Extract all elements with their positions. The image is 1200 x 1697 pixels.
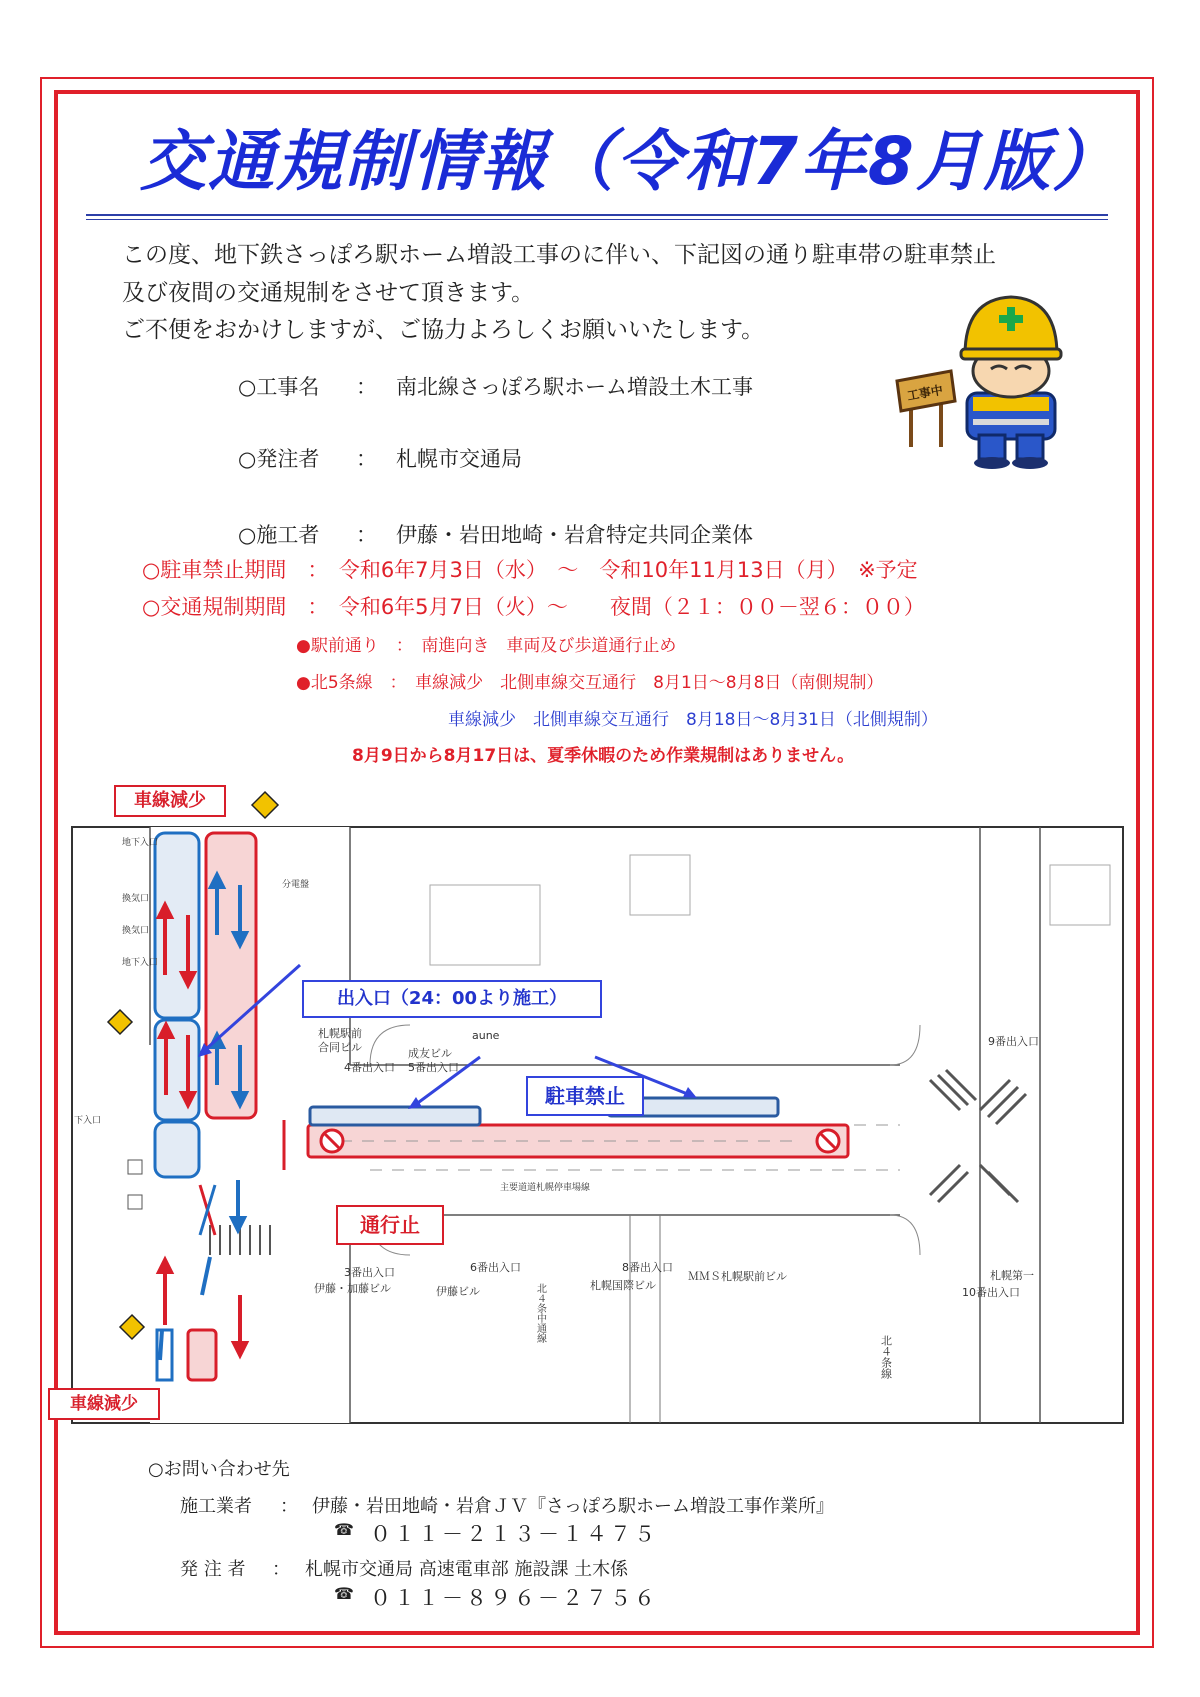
svg-text:伊藤ビル: 伊藤ビル [436,1285,480,1298]
title-divider-thin [86,219,1108,220]
svg-text:下入口: 下入口 [74,1116,102,1126]
info-orderer-value: 札幌市交通局 [396,447,522,471]
info-contractor-label: ○施工者 [238,523,320,547]
phone-icon: ☎ [334,1584,354,1603]
lane-reduction-top-label: 車線減少 [114,785,226,817]
no-parking-label: 駐車禁止 [526,1076,644,1116]
intro-line-3: ご不便をおかけしますが、ご協力よろしくお願いいたします。 [122,317,765,343]
info-orderer [238,443,838,473]
contractor-value: 伊藤・岩田地崎・岩倉ＪＶ『さっぽろ駅ホーム増設工事作業所』 [312,1496,834,1517]
worker-mascot-icon [895,285,1075,470]
svg-text:札幌第一: 札幌第一 [990,1269,1034,1282]
contractor-label: 施工業者 [180,1496,252,1517]
info-orderer-label: ○発注者 [238,447,320,471]
orderer-value: 札幌市交通局 高速電車部 施設課 土木係 [305,1559,629,1580]
rule-kita5: ●北5条線 ： 車線減少 北側車線交互通行 8月1日～8月8日（南側規制） [296,673,884,693]
svg-text:主要道道札幌停車場線: 主要道道札幌停車場線 [500,1183,591,1193]
svg-text:ＭＭＳ札幌駅前ビル: ＭＭＳ札幌駅前ビル [688,1270,787,1283]
svg-text:札幌国際ビル: 札幌国際ビル [590,1279,656,1292]
lane-reduction-bottom-label: 車線減少 [48,1388,160,1420]
svg-text:10番出入口: 10番出入口 [962,1286,1020,1299]
title-divider [86,214,1108,216]
svg-text:札幌駅前: 札幌駅前 [318,1027,362,1040]
svg-text:aune: aune [472,1029,500,1042]
orderer-phone: ０１１－８９６－２７５６ [370,1586,658,1610]
svg-text:分電盤: 分電盤 [282,880,310,890]
info-project-value: 南北線さっぽろ駅ホーム増設土木工事 [396,375,753,399]
info-contractor-sep: ： [356,523,377,547]
svg-text:換気口: 換気口 [122,894,150,904]
svg-text:6番出入口: 6番出入口 [470,1261,521,1274]
entrance-note-label: 出入口（24：00より施工） [302,980,602,1018]
svg-text:3番出入口: 3番出入口 [344,1266,395,1279]
svg-text:北４条中通線: 北４条中通線 [534,1283,546,1343]
traffic-restriction-period: ○交通規制期間 ： 令和6年5月7日（火）～ 夜間（２１：００－翌６：００） [142,595,925,619]
road-closed-label: 通行止 [336,1205,444,1245]
contact-heading: ○お問い合わせ先 [148,1459,290,1480]
svg-text:地下入口: 地下入口 [122,838,159,848]
orderer-label: 発 注 者 [180,1559,246,1580]
svg-text:9番出入口: 9番出入口 [988,1035,1039,1048]
svg-text:工事中: 工事中 [906,382,944,404]
parking-ban-period: ○駐車禁止期間 ： 令和6年7月3日（水） ～ 令和10年11月13日（月） ※予定 [142,558,918,582]
phone-icon: ☎ [334,1520,354,1539]
svg-text:4番出入口: 4番出入口 [344,1061,395,1074]
page-title: 交通規制情報（令和7年8月版） [140,123,1120,200]
svg-text:伊藤・加藤ビル: 伊藤・加藤ビル [314,1282,391,1295]
svg-text:換気口: 換気口 [122,926,150,936]
svg-text:合同ビル: 合同ビル [318,1041,362,1054]
orderer-sep: ： [272,1559,290,1580]
svg-text:8番出入口: 8番出入口 [622,1261,673,1274]
info-project [238,371,838,401]
intro-line-1: この度、地下鉄さっぽろ駅ホーム増設工事のに伴い、下記図の通り駐車帯の駐車禁止 [122,242,996,268]
svg-text:地下入口: 地下入口 [122,958,159,968]
info-project-label: ○工事名 [238,375,320,399]
rule-ekimae: ●駅前通り ： 南進向き 車両及び歩道通行止め [296,636,677,656]
info-contractor [238,519,838,549]
info-contractor-value: 伊藤・岩田地崎・岩倉特定共同企業体 [396,523,753,547]
contractor-sep: ： [280,1496,298,1517]
svg-text:5番出入口: 5番出入口 [408,1061,459,1074]
warning-sign-icon [250,790,280,820]
contractor-phone: ０１１－２１３－１４７５ [370,1522,658,1546]
info-project-sep: ： [356,375,377,399]
svg-text:成友ビル: 成友ビル [408,1047,452,1060]
rule-kita5-second: 車線減少 北側車線交互通行 8月18日～8月31日（北側規制） [448,710,938,730]
restriction-map [70,825,1125,1425]
info-orderer-sep: ： [356,447,377,471]
svg-text:北４条線: 北４条線 [879,1335,893,1379]
intro-line-2: 及び夜間の交通規制をさせて頂きます。 [122,280,535,306]
rule-holiday: 8月9日から8月17日は、夏季休暇のため作業規制はありません。 [352,746,855,766]
